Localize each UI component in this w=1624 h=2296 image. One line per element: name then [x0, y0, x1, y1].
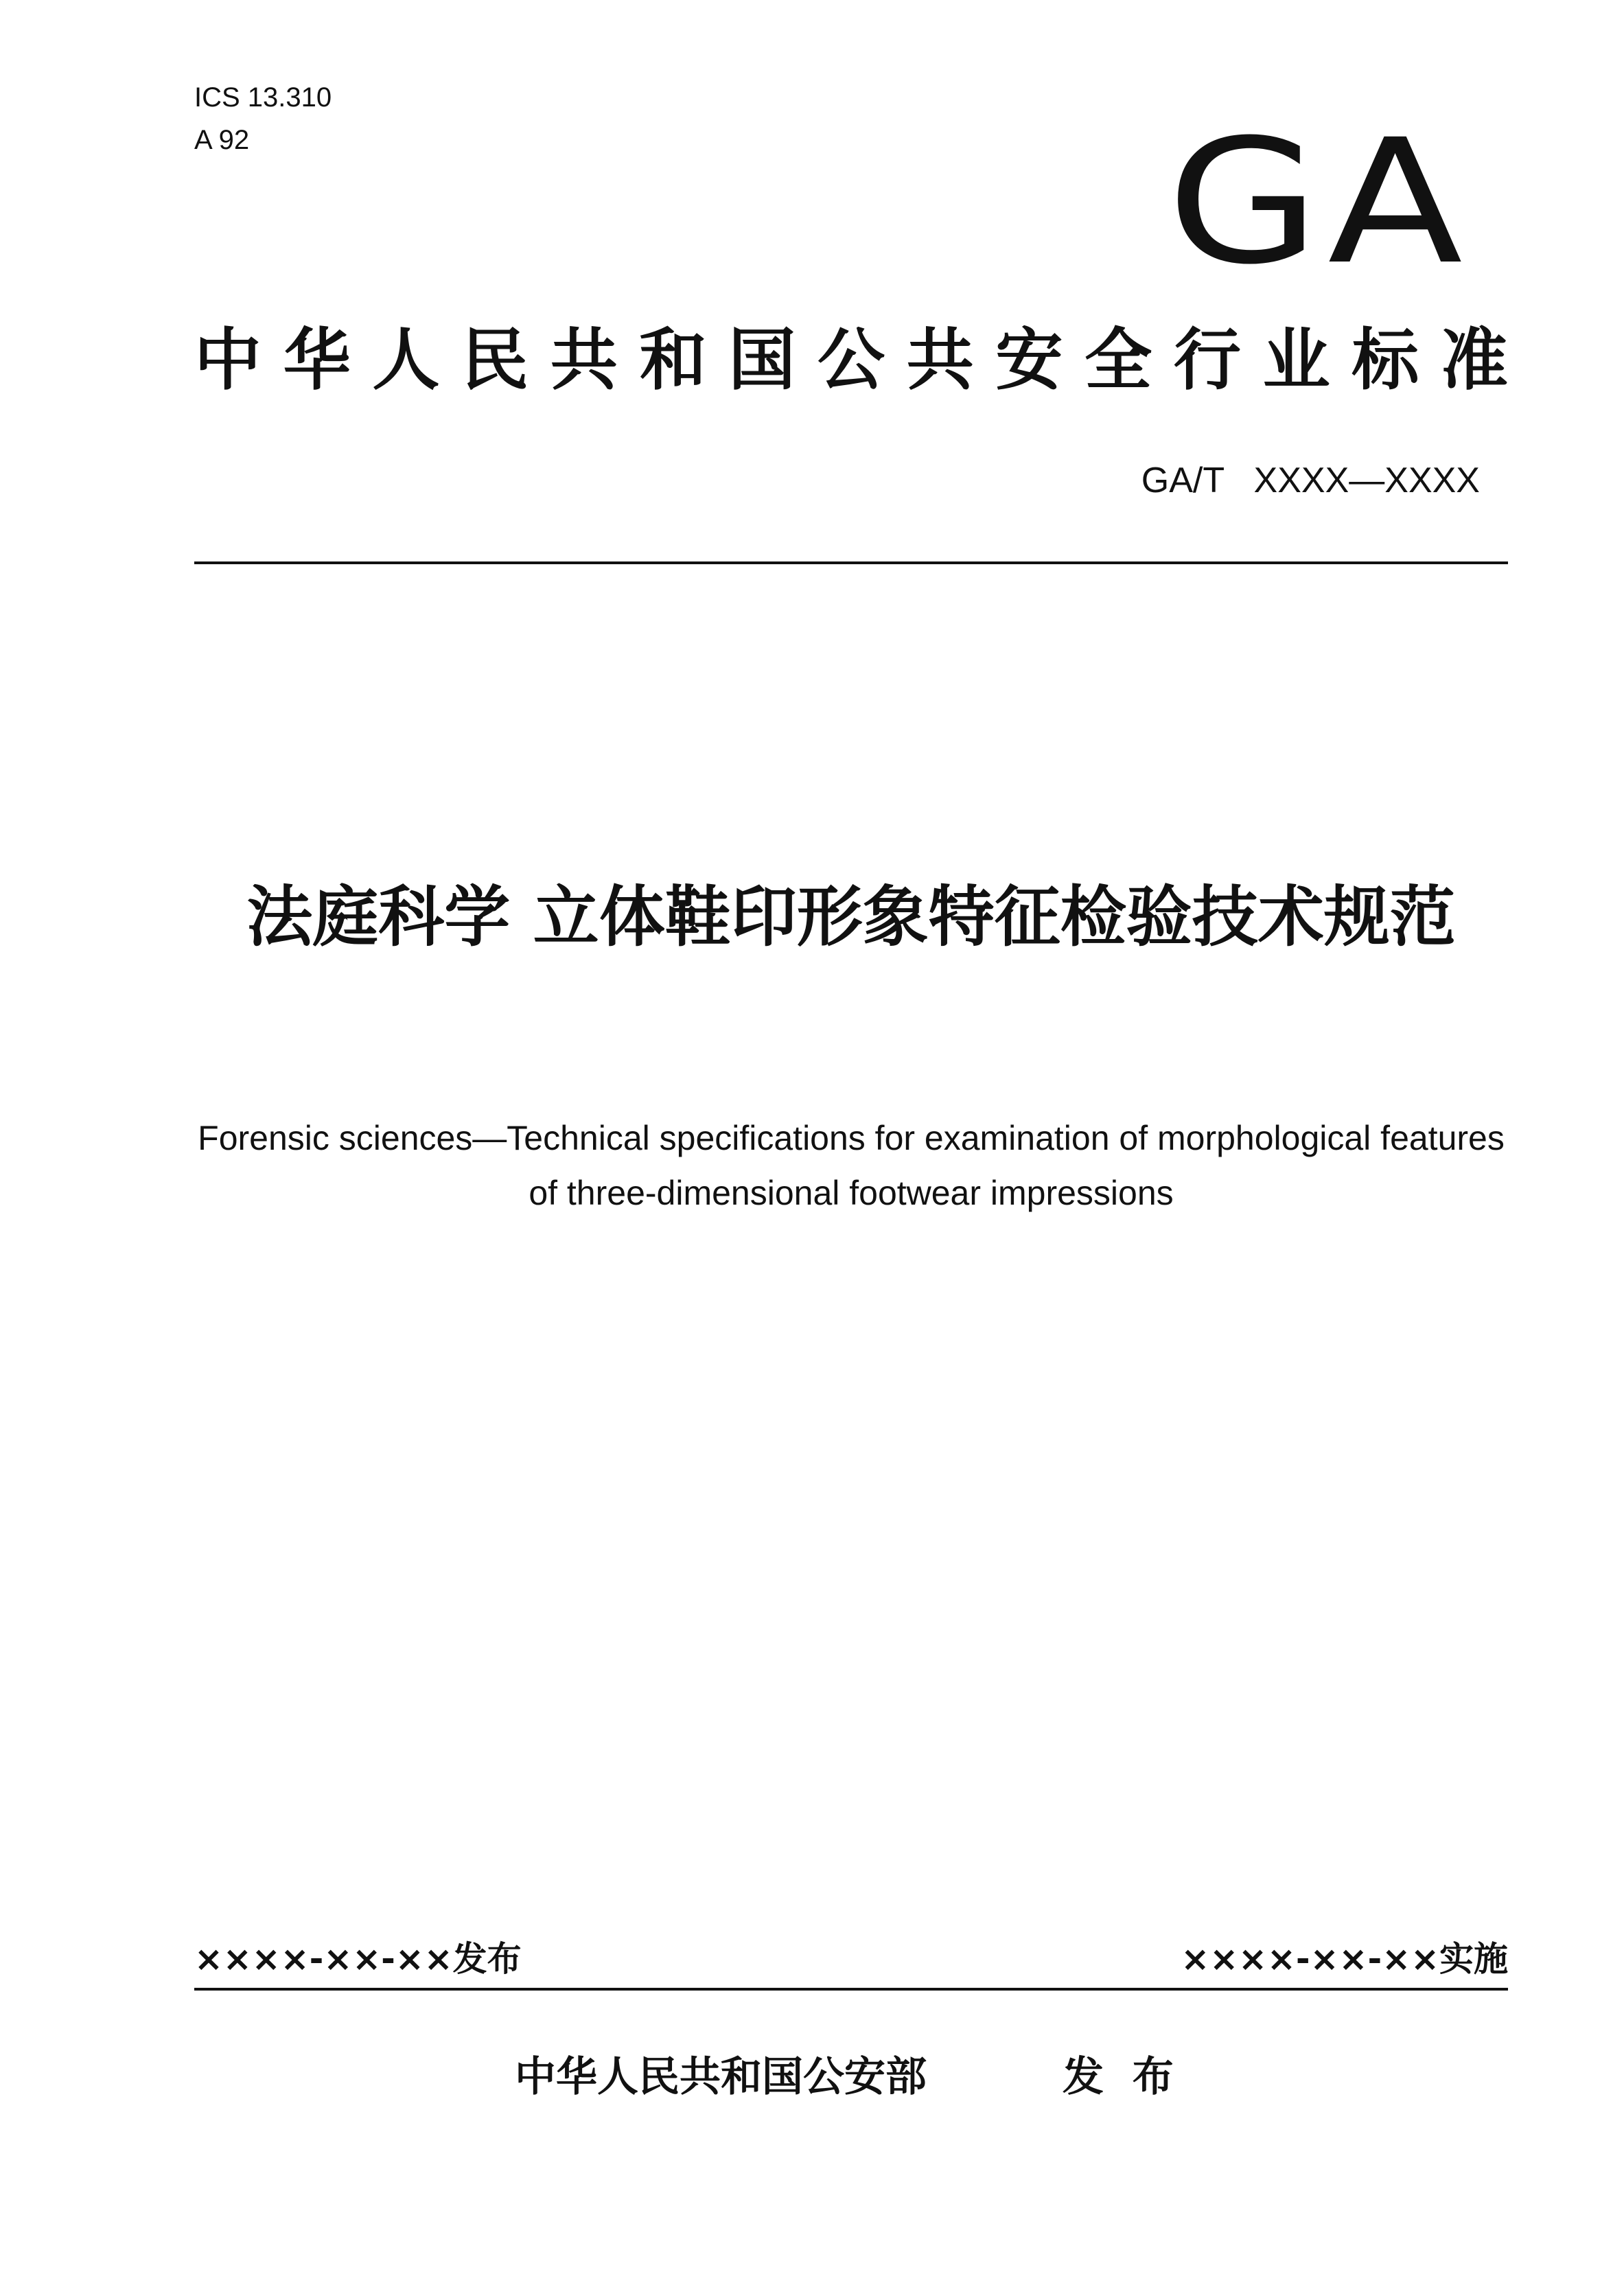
issuing-authority: 中华人民共和国公安部 — [515, 2053, 927, 2101]
ics-code: ICS 13.310 — [194, 82, 332, 113]
top-divider — [194, 561, 1508, 564]
document-title-english: Forensic sciences—Technical specifications for examination of morphological features of three-dimensional footwear impressions — [198, 1119, 1505, 1212]
ga-logo: GA — [1167, 102, 1471, 302]
document-title-chinese: 法庭科学 立体鞋印形象特征检验技术规范 — [246, 879, 1456, 955]
standard-category-title: 中华人民共和国公共安全行业标准 — [194, 321, 1508, 399]
issue-date: ××××-××-××发布 — [194, 1939, 522, 1979]
standard-number: GA/T XXXX—XXXX — [1141, 461, 1480, 500]
classification-code: A 92 — [194, 125, 250, 155]
implementation-date: ××××-××-××实施 — [1181, 1939, 1508, 1979]
bottom-divider — [194, 1988, 1508, 1991]
publish-label: 发 布 — [1063, 2053, 1174, 2101]
